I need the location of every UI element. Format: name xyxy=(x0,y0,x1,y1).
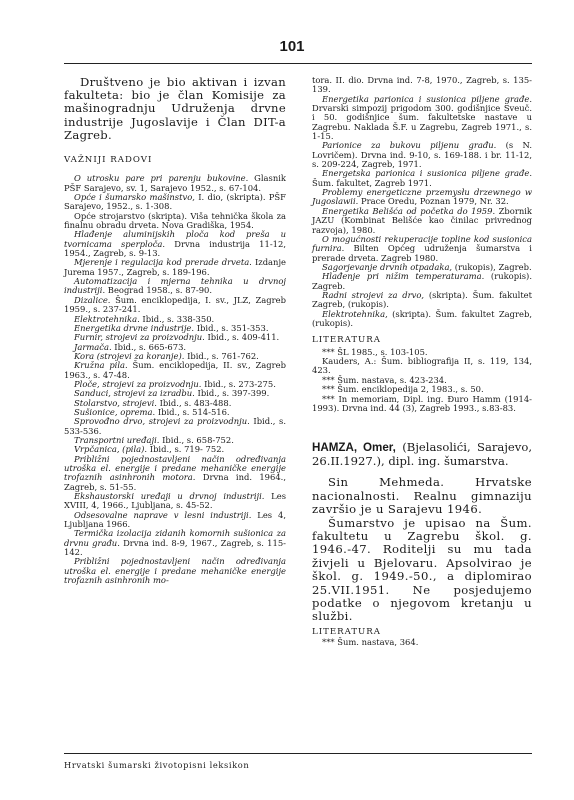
work-entry xyxy=(312,76,532,95)
work-details: Drvna ind. 1964., Zagreb, s. 51-55. xyxy=(64,472,286,492)
bio-entry xyxy=(312,441,532,647)
work-entry xyxy=(64,455,286,492)
work-title: Transportni uređaji. xyxy=(74,434,160,445)
literature-entry: *** In memoriam, Dipl. ing. Đuro Hamm (1914-1993). Drvna ind. 44 (3), Zagreb 1993., s.83-83. xyxy=(312,393,532,414)
work-details: Drvna industrija 11-12, 1954., Zagreb, s. 9-13. xyxy=(64,238,286,259)
right-column xyxy=(312,76,532,648)
bio-name: HAMZA, Omer, xyxy=(312,441,396,455)
work-title: Sprovođno drvo, strojevi za proizvodnju. xyxy=(74,416,250,427)
work-entry xyxy=(312,141,532,169)
work-title: Ploče, strojevi za proizvodnju. xyxy=(74,378,202,389)
work-entry xyxy=(312,207,532,235)
work-entry xyxy=(64,511,286,530)
work-details: Opće strojarstvo (skripta). Viša tehnička škola za finalnu obradu drveta. Nova Gradiška, 1954. xyxy=(64,210,286,231)
works-heading: VAŽNIJI RADOVI xyxy=(64,155,153,166)
work-details: (s N. Lovričem). Drvna ind. 9-10, s. 169-188. i br. 11-12, s. 209-224, Zagreb, 1971. xyxy=(312,140,532,170)
work-entry xyxy=(312,235,532,263)
bio-paragraph: Sin Mehmeda. Hrvatske nacionalnosti. Realnu gimnaziju završio je u Sarajevu 1946. xyxy=(312,475,532,517)
work-entry xyxy=(64,296,286,315)
work-title: Termička izolacija zidanih komornih sušionica za drvnu građu. xyxy=(64,528,286,548)
work-details: Šum. enciklopedija, II. sv., Zagreb 1963., s. 47-48. xyxy=(64,360,286,380)
literature-entry: *** Šum. enciklopedija 2, 1983., s. 50. xyxy=(322,384,484,395)
work-entry xyxy=(64,277,286,296)
work-entry xyxy=(64,529,286,557)
work-title: Približni pojednostavljeni način određivanja utroška el. energije i predane mehaničke energije trofaznih asinhronih motora. xyxy=(64,453,286,483)
work-details: Glasnik PŠF Sarajevo, sv. 1, Sarajevo 1952., s. 67-104. xyxy=(64,173,286,193)
work-entry xyxy=(312,188,532,207)
work-title: Sagorjevanje drvnih otpadaka, xyxy=(322,261,453,272)
work-details: Bilten Općeg udruženja šumarstva i prerade drveta. Zagreb 1980. xyxy=(312,243,532,263)
work-details: Ibid., s. 658-752. xyxy=(159,434,234,445)
page-number: 101 xyxy=(279,38,305,55)
work-details: Ibid., s. 409-411. xyxy=(204,332,280,343)
bio-header-rest: (Bjelasolići, Sarajevo, 26.II.1927.), dipl. ing. šumarstva. xyxy=(312,440,533,468)
work-details: Beograd 1958., s. 87-90. xyxy=(105,285,213,296)
work-title: Automatizacija i mjerna tehnika u drvnoj industriji. xyxy=(64,276,286,296)
work-entry xyxy=(312,272,532,291)
work-details: Ibid., s. 351-353. xyxy=(194,322,269,333)
work-title: Elektrotehnika, xyxy=(322,308,388,319)
work-entry xyxy=(64,193,286,212)
work-details: (rukopis), Zagreb. xyxy=(452,261,532,272)
bio-text xyxy=(312,476,532,623)
work-details: Ibid., s. 273-275. xyxy=(201,378,276,389)
work-title: Vrpčanica, (pila). xyxy=(74,444,148,455)
work-details: Ibid., s. 514-516. xyxy=(155,406,230,417)
intro-paragraph: Društveno je bio aktivan i izvan fakulteta: bio je član Komisije za mašinogradnju Udruženja drvne industrije Jugoslavije i Član DIT-a Zagreb. xyxy=(64,75,286,142)
work-title: Parionice za bukovu piljenu građu. xyxy=(322,140,497,151)
literature-heading: LITERATURA xyxy=(312,335,381,346)
works-list-continued xyxy=(312,76,532,328)
work-entry xyxy=(64,492,286,511)
literature-list xyxy=(312,348,532,414)
work-title: Furnir, strojevi za proizvodnju. xyxy=(74,332,205,343)
work-entry xyxy=(64,361,286,380)
work-entry xyxy=(64,557,286,585)
work-entry xyxy=(64,230,286,258)
work-title: O utrosku pare pri parenju bukovine. xyxy=(74,173,249,184)
bio-paragraph: Šumarstvo je upisao na Šum. fakultetu u Zagrebu škol. g. 1946.-47. Roditelji su mu tada živjeli u Bjelovaru. Apsolvirao je škol. g. 1949.-50., a diplomirao 25.VII.1951. Ne posjedujemo podatke o njegovom kretanju u službi. xyxy=(312,515,532,624)
work-details: Les XVIII, 4, 1966., Ljubljana, s. 45-52. xyxy=(64,491,286,511)
work-entry xyxy=(64,258,286,277)
work-title: Sušionice, oprema. xyxy=(74,406,156,417)
work-details: (skripta). Šum. fakultet Zagreb, (rukopis). xyxy=(312,289,533,310)
work-entry xyxy=(64,174,286,193)
top-rule xyxy=(64,63,532,64)
literature-entry: Kauders, A.: Šum. bibliografija II, s. 119, 134, 423. xyxy=(312,356,532,376)
work-title: Približni pojednostavljeni način određivanja utroška el. energije i predane mehaničke energije trofaznih asinhronih mo- xyxy=(64,556,286,586)
work-details: (rukopis). Zagreb. xyxy=(312,271,532,291)
work-entry xyxy=(312,310,532,329)
work-details: Drvna ind. 8-9, 1967., Zagreb, s. 115-142. xyxy=(64,537,286,558)
work-title: Energetika Belišća od početka do 1959. xyxy=(322,205,496,216)
work-title: Jarmača. xyxy=(74,341,112,352)
bio-literature-entry: *** Šum. nastava, 364. xyxy=(322,637,419,648)
work-details: Drvarski simpozij prigodom 300. godišnjice Sveuč. i 50. godišnjice šum. fakultetske nastave u Zagrebu. Naklada Š.F. u Zagrebu, Zagreb 1971., s. 1-15. xyxy=(312,103,532,142)
work-entry xyxy=(64,417,286,436)
works-list xyxy=(64,174,286,585)
work-details: Zbornik JAZU (Kombinat Belišće kao činilac privrednog razvoja), 1980. xyxy=(312,205,532,235)
work-details: Prace Oredu, Poznan 1979, Nr. 32. xyxy=(358,196,509,207)
work-title: Energetska parionica i susionica piljene građe. xyxy=(322,168,532,179)
work-title: Kora (strojevi za koranje). xyxy=(74,350,185,361)
work-entry xyxy=(64,212,286,231)
work-title: Hlađenje pri nižim temperaturama. xyxy=(322,271,485,282)
work-title: Opće i šumarsko mašinstvo, xyxy=(74,192,195,203)
work-details: Ibid., s. 483-488. xyxy=(156,397,232,408)
work-title: Dizalice. xyxy=(74,294,111,305)
bio-literature-heading: LITERATURA xyxy=(312,626,381,637)
bio-literature-list xyxy=(312,638,532,647)
work-title: Mjerenje i regulacija kod prerade drveta. xyxy=(74,257,252,268)
work-details: Šum. fakultet, Zagreb 1971. xyxy=(312,177,432,188)
work-details: Ibid., s. 533-536. xyxy=(64,416,287,436)
work-title: Stolarstvo, strojevi. xyxy=(74,397,157,408)
bottom-rule xyxy=(64,753,532,754)
work-entry xyxy=(312,291,532,310)
footer-text: Hrvatski šumarski životopisni leksikon xyxy=(64,760,250,770)
work-title: Energetika drvne industrije. xyxy=(74,322,195,333)
work-details: Les 4, Ljubljana 1966. xyxy=(64,509,286,530)
left-column xyxy=(64,76,286,585)
work-details: (skripta). Šum. fakultet Zagreb, (rukopis). xyxy=(312,308,532,328)
work-title: Sanduci, strojevi za izradbu. xyxy=(74,388,195,399)
work-details: Izdanje Jurema 1957., Zagreb, s. 189-196. xyxy=(64,257,287,277)
work-title: Problemy energeticzne przemysłu drzewnego w Jugoslawii. xyxy=(312,187,532,207)
work-title: Energetika parionica i susionica piljene građe. xyxy=(322,93,532,104)
work-title: Odsesovalne naprave v lesni industriji. xyxy=(74,509,252,520)
work-details: Ibid., s. 761-762. xyxy=(184,350,259,361)
work-title: Elektrotehnika. xyxy=(74,313,140,324)
work-title: Ekshaustorski uređaji u drvnoj industriji. xyxy=(74,491,265,502)
work-details: Ibid., s. 338-350. xyxy=(139,313,215,324)
work-details: I. dio, (skripta). PŠF Sarajevo, 1952., s. 1-308. xyxy=(64,192,286,212)
work-title: O mogućnosti rekuperacije topline kod susionica furnira. xyxy=(312,233,532,254)
literature-entry: *** ŠL 1985., s. 103-105. xyxy=(322,346,428,357)
work-details: tora. II. dio. Drvna ind. 7-8, 1970., Zagreb, s. 135-139. xyxy=(312,75,532,95)
work-title: Hlađenje aluminijskih ploča kod preša u tvornicama sperploča. xyxy=(64,229,286,249)
work-details: Šum. enciklopedija, I. sv., JLZ, Zagreb 1959., s. 237-241. xyxy=(64,294,286,315)
work-title: Radni strojevi za drvo, xyxy=(322,289,425,300)
work-entry xyxy=(312,169,532,188)
work-details: Ibid., s. 397-399. xyxy=(194,388,270,399)
work-entry xyxy=(312,95,532,142)
literature-entry: *** Šum. nastava, s. 423-234. xyxy=(322,374,447,385)
work-details: Ibid., s. 719- 752. xyxy=(147,444,225,455)
work-title: Kružna pila. xyxy=(74,360,128,371)
work-details: Ibid., s. 665-673. xyxy=(111,341,187,352)
